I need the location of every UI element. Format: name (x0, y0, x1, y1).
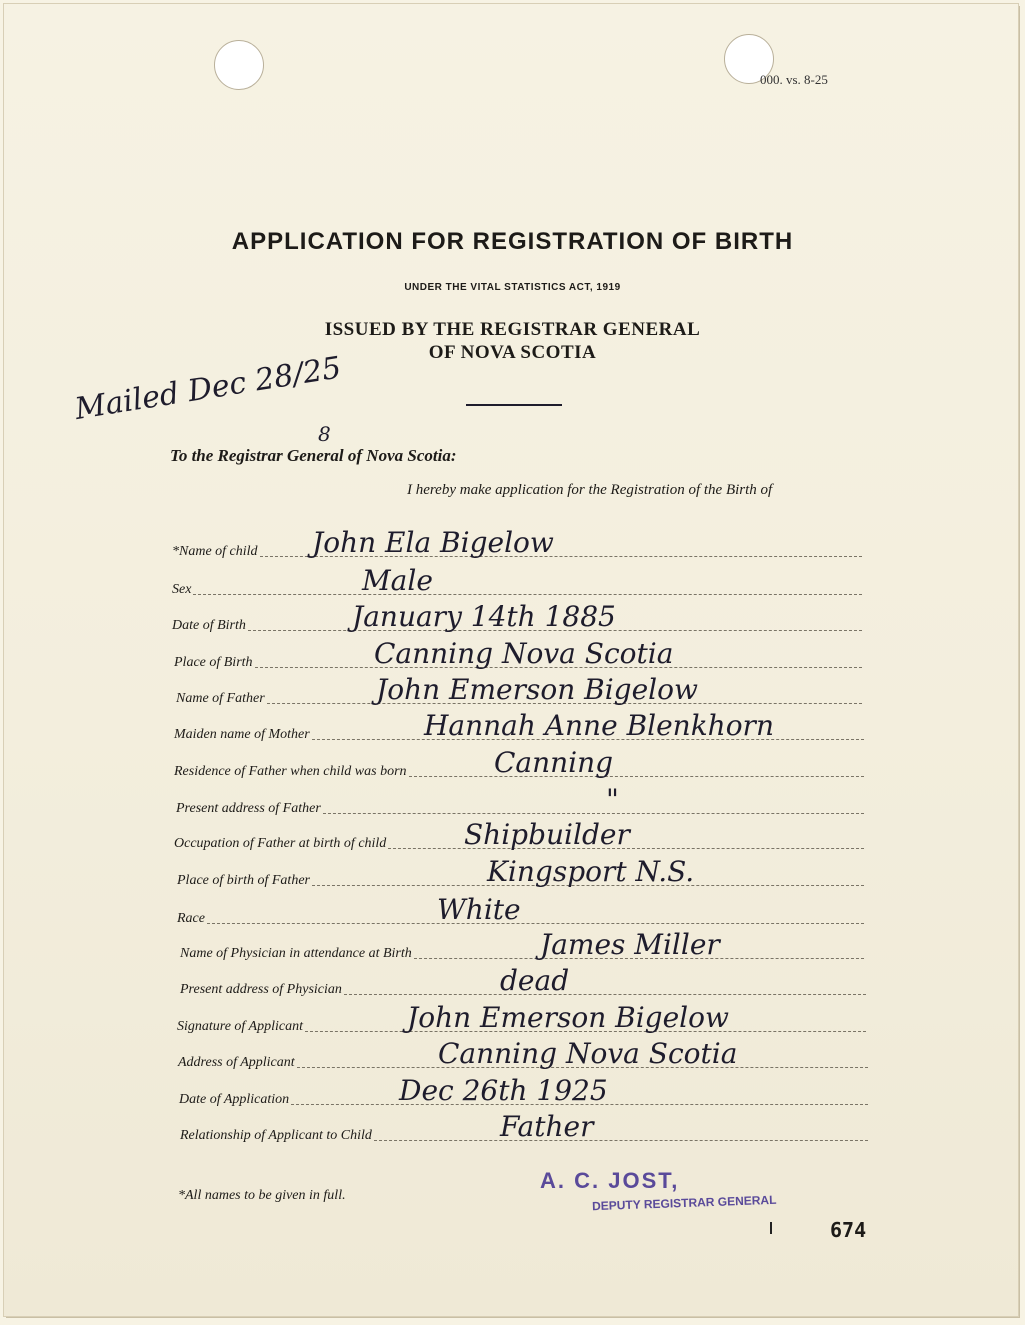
footnote: *All names to be given in full. (178, 1188, 346, 1203)
field-row (178, 1037, 868, 1071)
mailed-note: Mailed Dec 28/25 (72, 350, 344, 427)
field-value: Canning Nova Scotia (438, 1037, 738, 1070)
field-label: Race (177, 911, 205, 926)
field-label: Signature of Applicant (177, 1019, 303, 1034)
field-label: *Name of child (172, 544, 258, 559)
issuer-line-1: ISSUED BY THE REGISTRAR GENERAL (324, 319, 701, 340)
field-label: Address of Applicant (178, 1055, 295, 1070)
field-label: Relationship of Applicant to Child (180, 1128, 372, 1143)
field-value: John Emerson Bigelow (407, 1001, 729, 1034)
field-value: Canning Nova Scotia (374, 637, 674, 670)
issuer (0, 318, 1025, 364)
field-row (174, 818, 864, 852)
field-label: Present address of Physician (180, 982, 342, 997)
punch-hole-left (214, 40, 264, 90)
field-value: James Miller (540, 928, 720, 961)
field-row (176, 783, 864, 817)
field-label: Name of Father (176, 691, 265, 706)
field-value: January 14th 1885 (352, 600, 616, 633)
deputy-registrar-stamp (540, 1168, 776, 1212)
page-subtitle: UNDER THE VITAL STATISTICS ACT, 1919 (404, 282, 621, 293)
field-row (177, 893, 864, 927)
field-label: Place of birth of Father (177, 873, 310, 888)
field-dotted-line (409, 776, 864, 777)
field-row (174, 746, 864, 780)
field-row (172, 526, 862, 560)
field-value: Kingsport N.S. (487, 855, 695, 888)
field-label: Sex (172, 582, 192, 597)
issuer-line-2: OF NOVA SCOTIA (428, 342, 597, 363)
field-dotted-line (344, 994, 866, 995)
field-dotted-line (207, 923, 864, 924)
field-value: Canning (494, 746, 614, 779)
field-row (172, 600, 862, 634)
registration-number: 674 (830, 1218, 867, 1242)
tick-mark (770, 1222, 772, 1234)
field-value: Father (500, 1110, 594, 1143)
field-row (179, 1074, 868, 1108)
field-value: John Ela Bigelow (312, 526, 554, 559)
form-code: 000. vs. 8-25 (760, 72, 828, 87)
field-value: Shipbuilder (464, 818, 630, 851)
field-value: Hannah Anne Blenkhorn (424, 709, 774, 742)
field-row (180, 964, 866, 998)
intro-text: I hereby make application for the Registration of the Birth of (407, 482, 773, 498)
field-label: Place of Birth (174, 655, 253, 670)
field-row (177, 855, 864, 889)
field-row (180, 1110, 868, 1144)
field-row (174, 637, 862, 671)
field-label: Date of Birth (172, 618, 246, 633)
field-row (172, 564, 862, 598)
field-value: Male (362, 564, 433, 597)
field-dotted-line (374, 1140, 868, 1141)
field-value: Dec 26th 1925 (399, 1074, 608, 1107)
field-value: dead (500, 964, 570, 997)
field-label: Residence of Father when child was born (174, 764, 407, 779)
stamp-title: DEPUTY REGISTRAR GENERAL (591, 1192, 777, 1214)
field-label: Name of Physician in attendance at Birth (180, 946, 412, 961)
page-title: APPLICATION FOR REGISTRATION OF BIRTH (231, 228, 794, 255)
field-label: Date of Application (179, 1092, 290, 1107)
field-value: " (606, 783, 619, 816)
field-label: Occupation of Father at birth of child (174, 836, 387, 851)
field-row (176, 673, 862, 707)
salutation: To the Registrar General of Nova Scotia: (170, 446, 457, 465)
field-label: Maiden name of Mother (174, 727, 310, 742)
field-dotted-line (193, 594, 862, 595)
mailed-underline (466, 404, 562, 406)
field-dotted-line (323, 813, 864, 814)
field-label: Present address of Father (176, 801, 321, 816)
field-row (174, 709, 864, 743)
field-value: John Emerson Bigelow (376, 673, 698, 706)
mailed-small-note: 8 (318, 422, 331, 446)
field-value: White (437, 893, 521, 926)
field-row (180, 928, 864, 962)
stamp-name: A. C. JOST, (540, 1168, 680, 1193)
field-row (177, 1001, 866, 1035)
